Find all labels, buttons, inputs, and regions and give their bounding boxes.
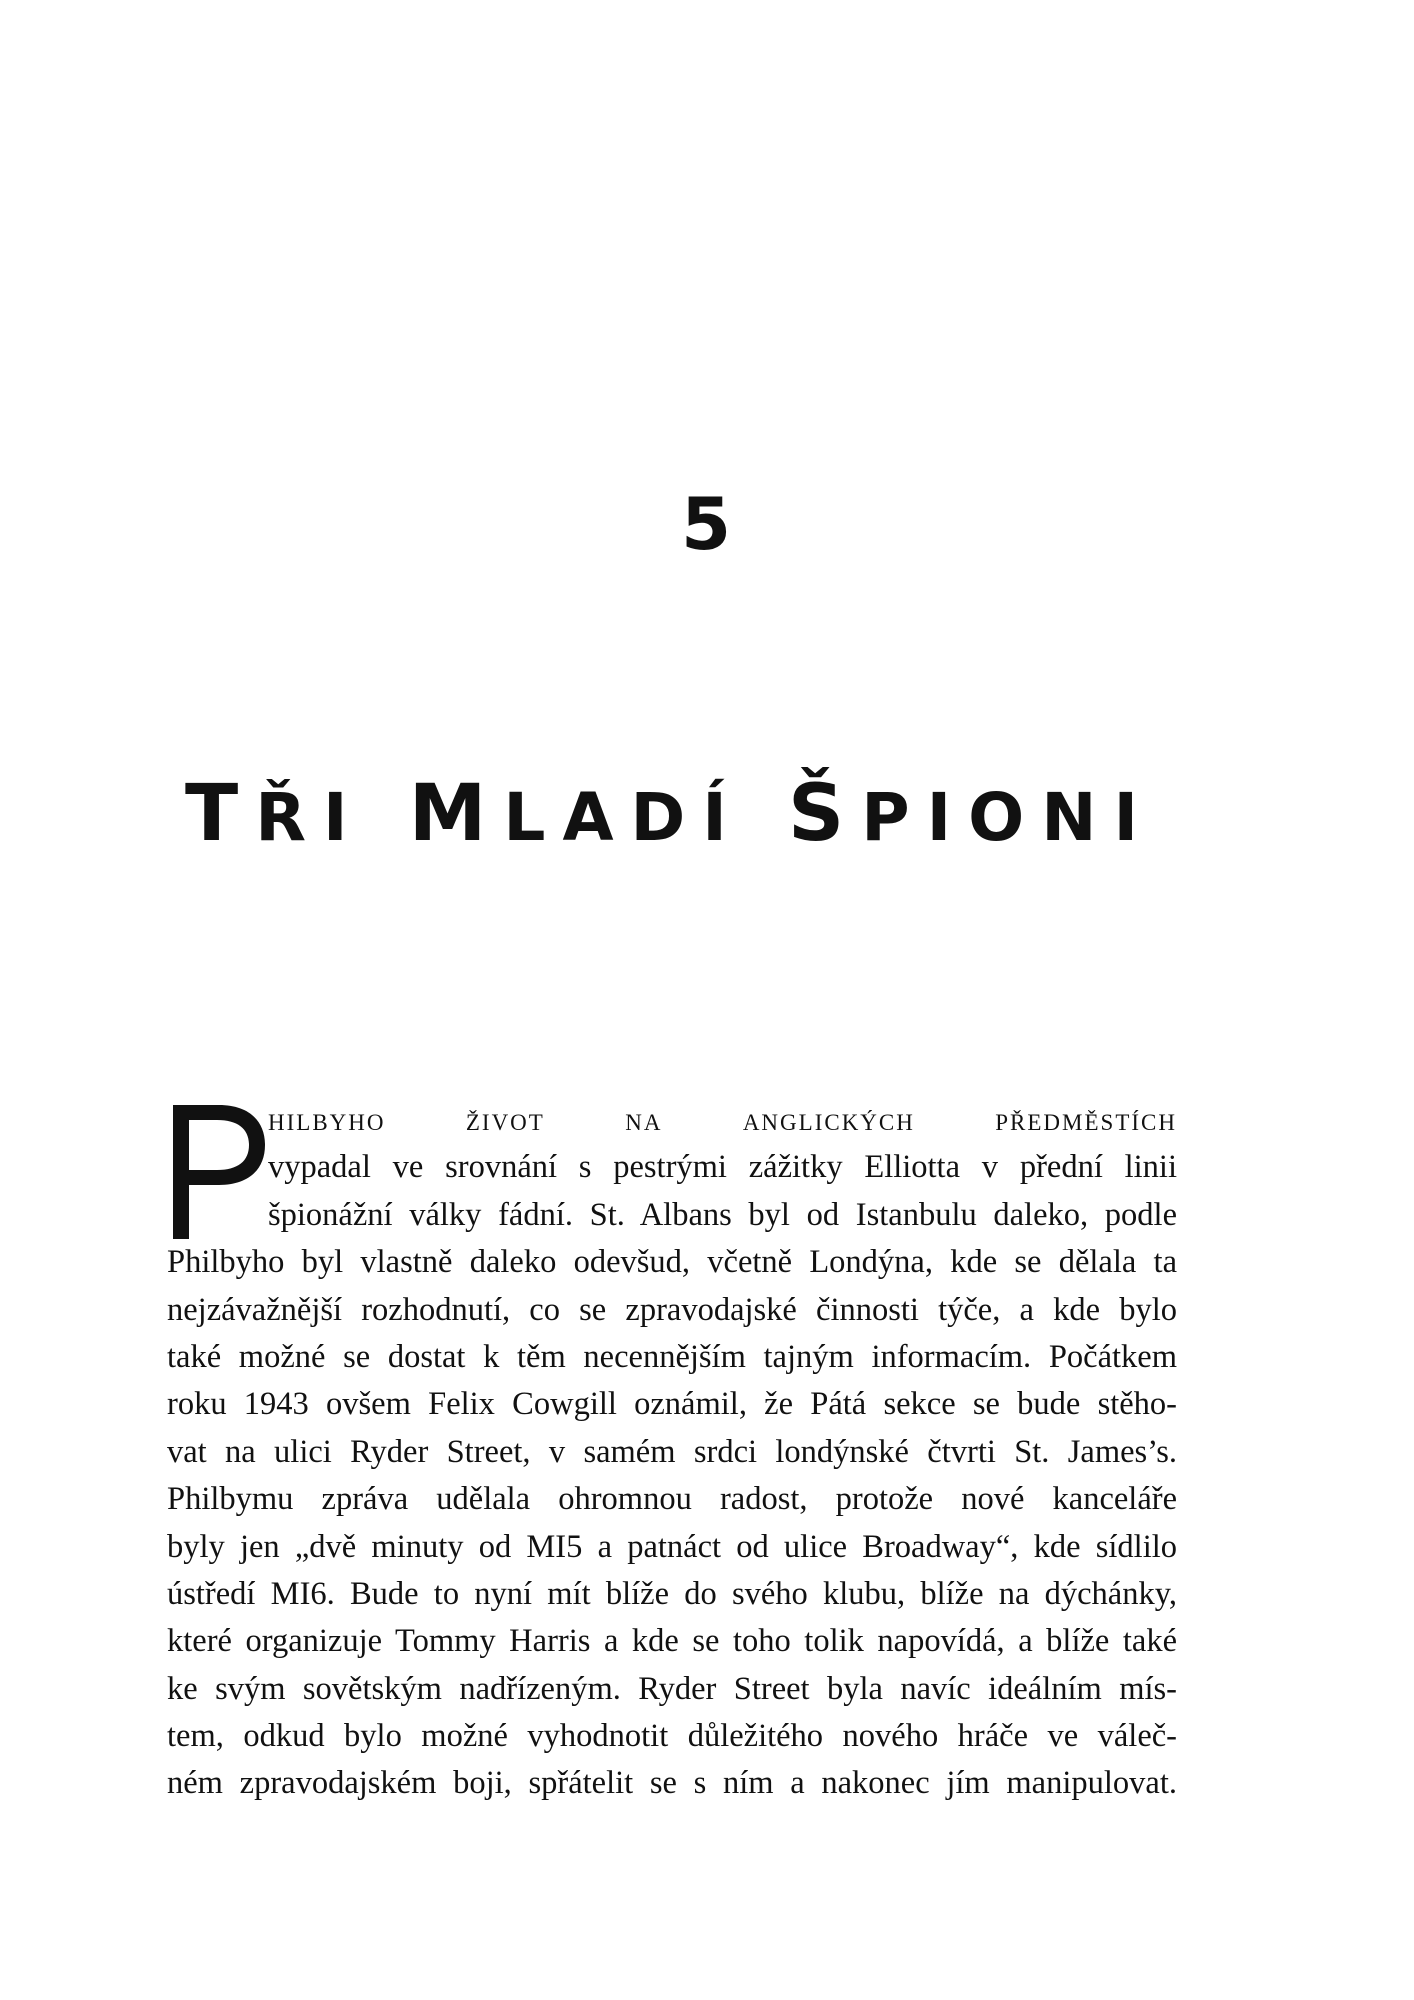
text-line: roku 1943 ovšem Felix Cowgill oznámil, že Pátá sekce se bude stěho- [167,1386,1177,1423]
text-line: ke svým sovětským nadřízeným. Ryder Street byla navíc ideálním mís- [167,1670,1177,1707]
title-rest: LADÍ [503,779,744,856]
text-line: také možné se dostat k těm necennějším tajným informacím. Počátkem [167,1338,1177,1375]
text-line: Philbyho byl vlastně daleko odevšud, včetně Londýna, kde se dělala ta [167,1244,1177,1281]
text-line: byly jen „dvě minuty od MI5 a patnáct od ulice Broadway“, kde sídlilo [167,1528,1177,1565]
title-initial: M [408,769,504,859]
text-line: vat na ulici Ryder Street, v samém srdci londýnské čtvrti St. James’s. [167,1433,1177,1470]
text-line: které organizuje Tommy Harris a kde se toho tolik napovídá, a blíže také [167,1623,1177,1660]
text-line: hilbyho život na anglických předměstích [268,1102,1177,1138]
title-rest: ŘI [255,779,365,856]
drop-cap [167,1097,267,1247]
chapter-number: 5 [680,482,734,566]
chapter-body [167,1097,1177,1808]
title-initial: Š [788,769,862,859]
drop-cap-glyph [167,1097,267,1247]
text-line: tem, odkud bylo možné vyhodnotit důležitého nového hráče ve váleč- [167,1718,1177,1755]
text-line: ném zpravodajském boji, spřátelit se s ním a nakonec jím manipulovat. [167,1765,1177,1802]
text-line: nejzávažnější rozhodnutí, co se zpravodajské činnosti týče, a kde bylo [167,1291,1177,1328]
chapter-title [185,769,1185,859]
text-line: ústředí MI6. Bude to nyní mít blíže do svého klubu, blíže na dýchánky, [167,1575,1177,1612]
text-line: špionážní války fádní. St. Albans byl od Istanbulu daleko, podle [268,1196,1177,1233]
text-line: Philbymu zpráva udělala ohromnou radost, protože nové kanceláře [167,1481,1177,1518]
title-initial: T [185,769,256,859]
title-rest: PIONI [861,779,1156,856]
text-line: vypadal ve srovnání s pestrými zážitky Elliotta v přední linii [268,1149,1177,1186]
